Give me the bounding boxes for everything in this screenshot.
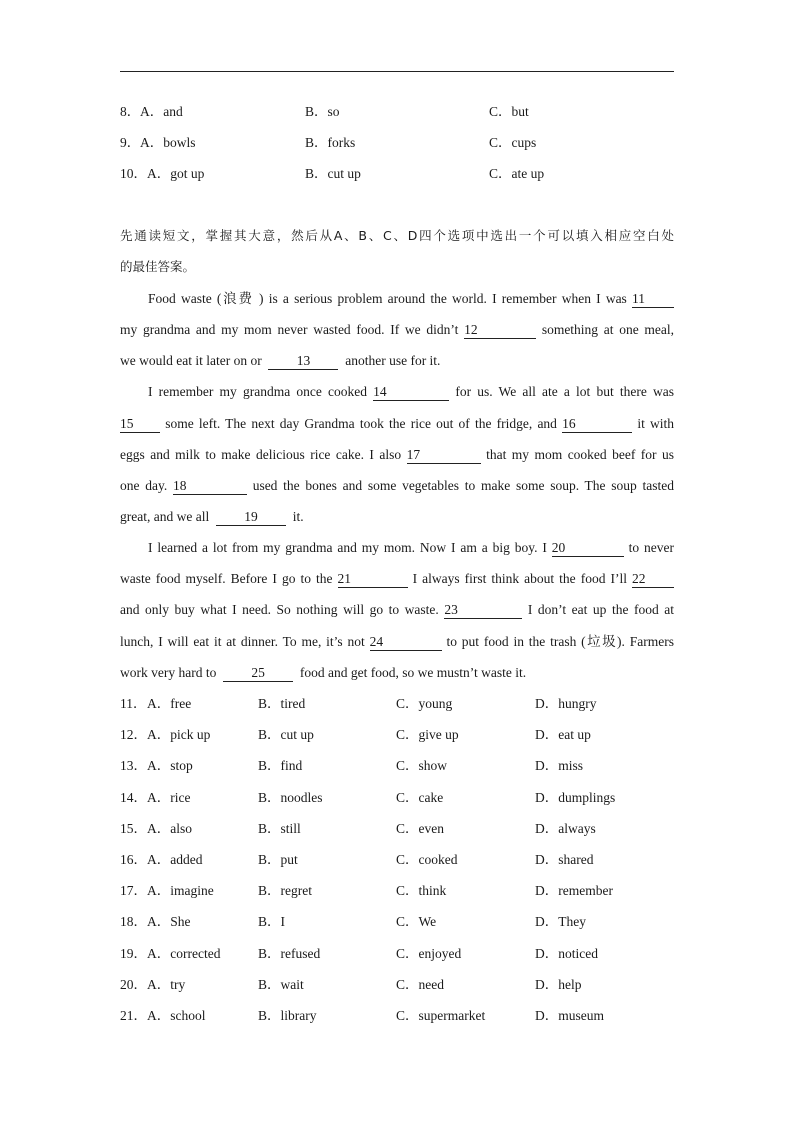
passage-text: great, and we all (120, 509, 210, 524)
question-row (120, 102, 680, 122)
question-row (120, 881, 680, 901)
question-row (120, 819, 680, 839)
option-c: C．give up (396, 727, 459, 743)
option-d: D．shared (535, 852, 594, 867)
question-row (120, 133, 680, 153)
passage-line (120, 538, 674, 558)
passage-text: something at one meal, (541, 322, 675, 337)
passage-line (120, 632, 674, 652)
passage-text: we would eat it later on or (120, 353, 262, 368)
option-a: A．got up (147, 166, 205, 181)
passage-text: that my mom cooked beef for us (486, 447, 675, 462)
blank-14: 14 (373, 384, 449, 401)
blank-21: 21 (338, 571, 408, 588)
passage-text: I remember my grandma once cooked (148, 384, 367, 399)
option-c: C．cake (396, 789, 444, 805)
option-a: A．corrected (147, 945, 221, 961)
question-number: 12． (120, 727, 147, 743)
option-c: C．but (489, 104, 529, 119)
option-c: C．cooked (396, 852, 458, 867)
option-a: A．school (147, 1008, 206, 1023)
question-number: 8． (120, 104, 141, 119)
option-a: A．stop (147, 758, 193, 774)
blank-16: 16 (562, 416, 632, 433)
instructions-line: 先通读短文，掌握其大意，然后从A、B、C、D四个选项中选出一个可以填入相应空白处 (120, 228, 674, 243)
option-c: C．show (396, 758, 448, 774)
passage-line (120, 320, 674, 340)
option-b: B．library (258, 1008, 317, 1023)
option-c: C．think (396, 883, 447, 899)
blank-23: 23 (444, 602, 522, 619)
option-b: B．find (258, 758, 303, 774)
passage-line (120, 382, 674, 402)
instructions-line: 的最佳答案。 (120, 259, 196, 274)
option-a: A．try (147, 976, 186, 992)
passage-text: I learned a lot from my grandma and my mom. Now I am a big boy. I (148, 540, 547, 555)
option-d: D．museum (535, 1008, 604, 1023)
question-number: 9． (120, 135, 141, 150)
option-a: A．and (140, 104, 183, 119)
option-b: B．cut up (305, 166, 361, 181)
option-d: D．always (535, 820, 596, 836)
option-a: A．free (147, 696, 192, 711)
option-d: D．miss (535, 758, 584, 774)
passage-line (120, 289, 674, 309)
passage-text: another use for it. (345, 353, 441, 368)
passage-text: one day. (120, 478, 168, 493)
passage-line (120, 351, 674, 371)
option-a: A．bowls (140, 135, 196, 150)
option-b: B．noodles (258, 789, 323, 805)
blank-18: 18 (173, 478, 247, 495)
question-row (120, 944, 680, 964)
question-number: 11． (120, 696, 147, 711)
passage-line (120, 414, 674, 434)
question-row (120, 912, 680, 932)
option-c: C．enjoyed (396, 945, 462, 961)
blank-20: 20 (552, 540, 624, 557)
question-number: 18． (120, 914, 147, 930)
blank-15: 15 (120, 416, 160, 433)
option-d: D．remember (535, 883, 613, 899)
passage-text: to put food in the trash (垃圾). Farmers (446, 634, 675, 649)
passage-text: I don’t eat up the food at (527, 602, 675, 617)
option-b: B．cut up (258, 727, 314, 743)
passage-text: to never (628, 540, 675, 555)
passage-text: eggs and milk to make delicious rice cake. I also (120, 447, 402, 462)
option-b: B．so (305, 104, 340, 119)
blank-13: 13 (268, 353, 338, 370)
option-c: C．We (396, 914, 437, 930)
option-c: C．young (396, 696, 453, 711)
question-row (120, 975, 680, 995)
passage-text: Food waste (浪费 ) is a serious problem around the world. I remember when I was (148, 291, 627, 306)
blank-22: 22 (632, 571, 674, 588)
blank-11: 11 (632, 291, 674, 308)
question-row (120, 756, 680, 776)
option-d: D．noticed (535, 945, 598, 961)
blank-12: 12 (464, 322, 536, 339)
question-row (120, 788, 680, 808)
option-d: D．They (535, 914, 586, 930)
option-c: C．ate up (489, 166, 545, 181)
passage-text: and only buy what I need. So nothing will go to waste. (120, 602, 439, 617)
blank-19: 19 (216, 509, 286, 526)
option-b: B．tired (258, 696, 306, 711)
option-d: D．hungry (535, 696, 597, 711)
option-a: A．rice (147, 789, 191, 805)
option-b: B．I (258, 914, 285, 930)
question-row (120, 850, 680, 870)
option-b: B．refused (258, 945, 321, 961)
passage-text: it with (637, 416, 674, 431)
passage-text: for us. We all ate a lot but there was (455, 384, 675, 399)
question-number: 17． (120, 883, 147, 899)
option-a: A．added (147, 852, 203, 867)
option-d: D．help (535, 976, 582, 992)
blank-17: 17 (407, 447, 481, 464)
passage-text: lunch, I will eat it at dinner. To me, it’s not (120, 634, 365, 649)
question-row (120, 725, 680, 745)
passage-line (120, 663, 674, 683)
passage-text: it. (292, 509, 304, 524)
passage-line (120, 507, 674, 527)
question-row (120, 1006, 680, 1026)
option-c: C．need (396, 976, 444, 992)
question-number: 10． (120, 166, 147, 181)
blank-24: 24 (370, 634, 442, 651)
question-number: 19． (120, 945, 147, 961)
question-number: 20． (120, 976, 147, 992)
option-a: A．She (147, 914, 191, 930)
passage-line (120, 600, 674, 620)
question-number: 21． (120, 1008, 147, 1023)
option-c: C．cups (489, 135, 537, 150)
option-d: D．dumplings (535, 789, 616, 805)
passage-line (120, 445, 674, 465)
blank-25: 25 (223, 665, 293, 682)
option-c: C．even (396, 820, 444, 836)
option-d: D．eat up (535, 727, 591, 743)
option-b: B．forks (305, 135, 356, 150)
passage-text: waste food myself. Before I go to the (120, 571, 333, 586)
option-a: A．also (147, 820, 192, 836)
passage-line (120, 569, 674, 589)
passage-text: I always first think about the food I’ll (412, 571, 627, 586)
question-row (120, 164, 680, 184)
option-b: B．regret (258, 883, 312, 899)
passage-text: used the bones and some vegetables to make some soup. The soup tasted (252, 478, 675, 493)
question-number: 15． (120, 820, 147, 836)
header-rule (120, 71, 674, 72)
option-c: C．supermarket (396, 1008, 486, 1023)
passage-text: some left. The next day Grandma took the rice out of the fridge, and (165, 416, 557, 431)
option-b: B．still (258, 820, 301, 836)
question-row (120, 694, 680, 714)
option-b: B．put (258, 852, 298, 867)
question-number: 14． (120, 789, 147, 805)
passage-text: my grandma and my mom never wasted food. If we didn’t (120, 322, 459, 337)
passage-text: work very hard to (120, 665, 217, 680)
option-a: A．imagine (147, 883, 214, 899)
passage-line (120, 476, 674, 496)
question-number: 13． (120, 758, 147, 774)
option-a: A．pick up (147, 727, 211, 743)
question-number: 16． (120, 852, 147, 867)
option-b: B．wait (258, 976, 304, 992)
passage-text: food and get food, so we mustn’t waste it. (299, 665, 527, 680)
